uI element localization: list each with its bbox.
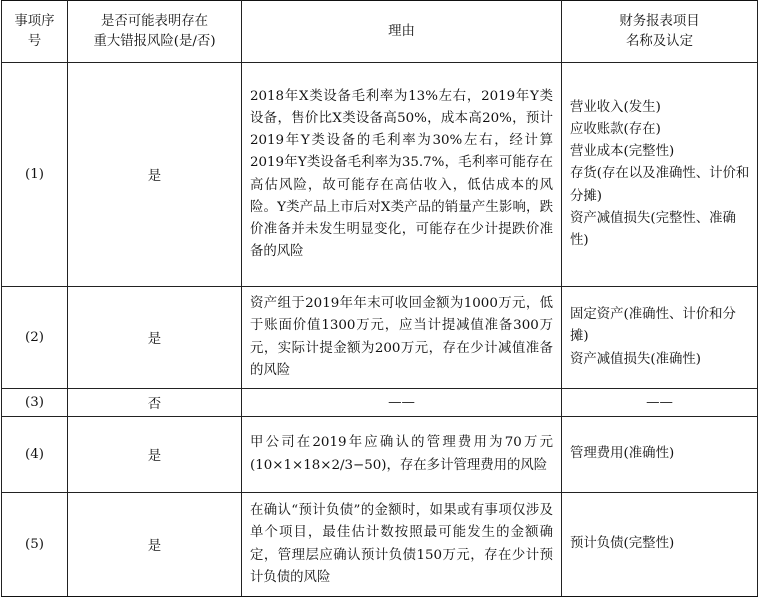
header-item-line1: 财务报表项目 [619,13,700,29]
row-number: (4) [2,417,68,493]
row-risk: 否 [68,389,242,417]
row-risk: 是 [68,63,242,287]
row-reason: —— [242,389,562,417]
row-reason: 资产组于2019年年末可收回金额为1000万元，低于账面价值1300万元，应当计提减值准备300万元，实际计提金额为200万元，存在少计减值准备的风险 [242,287,562,389]
statement-item: 固定资产(准确性、计价和分摊) [570,307,736,345]
table-row [2,287,758,389]
table-row [2,493,758,597]
statement-item: —— [646,395,673,410]
statement-item: 预计负债(完整性) [570,536,675,552]
row-reason: 甲公司在2019年应确认的管理费用为70万元(10×1×18×2/3−50)，存在多计管理费用的风险 [242,417,562,493]
row-number: (2) [2,287,68,389]
statement-item: 营业收入(发生) [570,99,661,115]
row-statement-items [562,417,758,493]
row-reason: 在确认“预计负债”的金额时，如果或有事项仅涉及单个项目，最佳估计数按照最可能发生的金额确定，管理层应确认预计负债150万元，存在少计预计负债的风险 [242,493,562,597]
table-row [2,63,758,287]
row-number: (1) [2,63,68,287]
row-statement-items [562,389,758,417]
table-row [2,417,758,493]
header-risk-line1: 是否可能表明存在 [100,13,209,29]
row-statement-items [562,493,758,597]
statement-item: 应收账款(存在) [570,121,661,137]
row-risk: 是 [68,493,242,597]
statement-item: 存货(存在以及准确性、计价和分摊) [570,166,750,204]
risk-assessment-table [1,0,758,597]
header-item-line2: 名称及认定 [626,33,693,49]
header-risk [68,1,242,63]
row-number: (5) [2,493,68,597]
row-reason: 2018年X类设备毛利率为13%左右，2019年Y类设备，售价比X类设备高50%，成本高20%，预计2019年Y类设备的毛利率为30%左右，经计算2019年Y类设备毛利率为35.7%，毛利率可能存在高估风险，故可能存在高估收入，低估成本的风险。Y类产品上市后对X类产品的销量产生影响，跌价准备并未发生明显变化，可能存在少计提跌价准备的风险 [242,63,562,287]
row-risk: 是 [68,287,242,389]
row-number: (3) [2,389,68,417]
row-statement-items [562,287,758,389]
header-reason: 理由 [242,1,562,63]
header-row [2,1,758,63]
row-statement-items [562,63,758,287]
table-row [2,389,758,417]
statement-item: 营业成本(完整性) [570,144,675,160]
statement-item: 资产减值损失(完整性、准确性) [570,210,736,248]
header-risk-line2: 重大错报风险(是/否) [93,33,216,49]
row-risk: 是 [68,417,242,493]
statement-item: 管理费用(准确性) [570,446,675,462]
header-statement-item [562,1,758,63]
header-item-number: 事项序号 [2,1,68,63]
statement-item: 资产减值损失(准确性) [570,351,701,367]
